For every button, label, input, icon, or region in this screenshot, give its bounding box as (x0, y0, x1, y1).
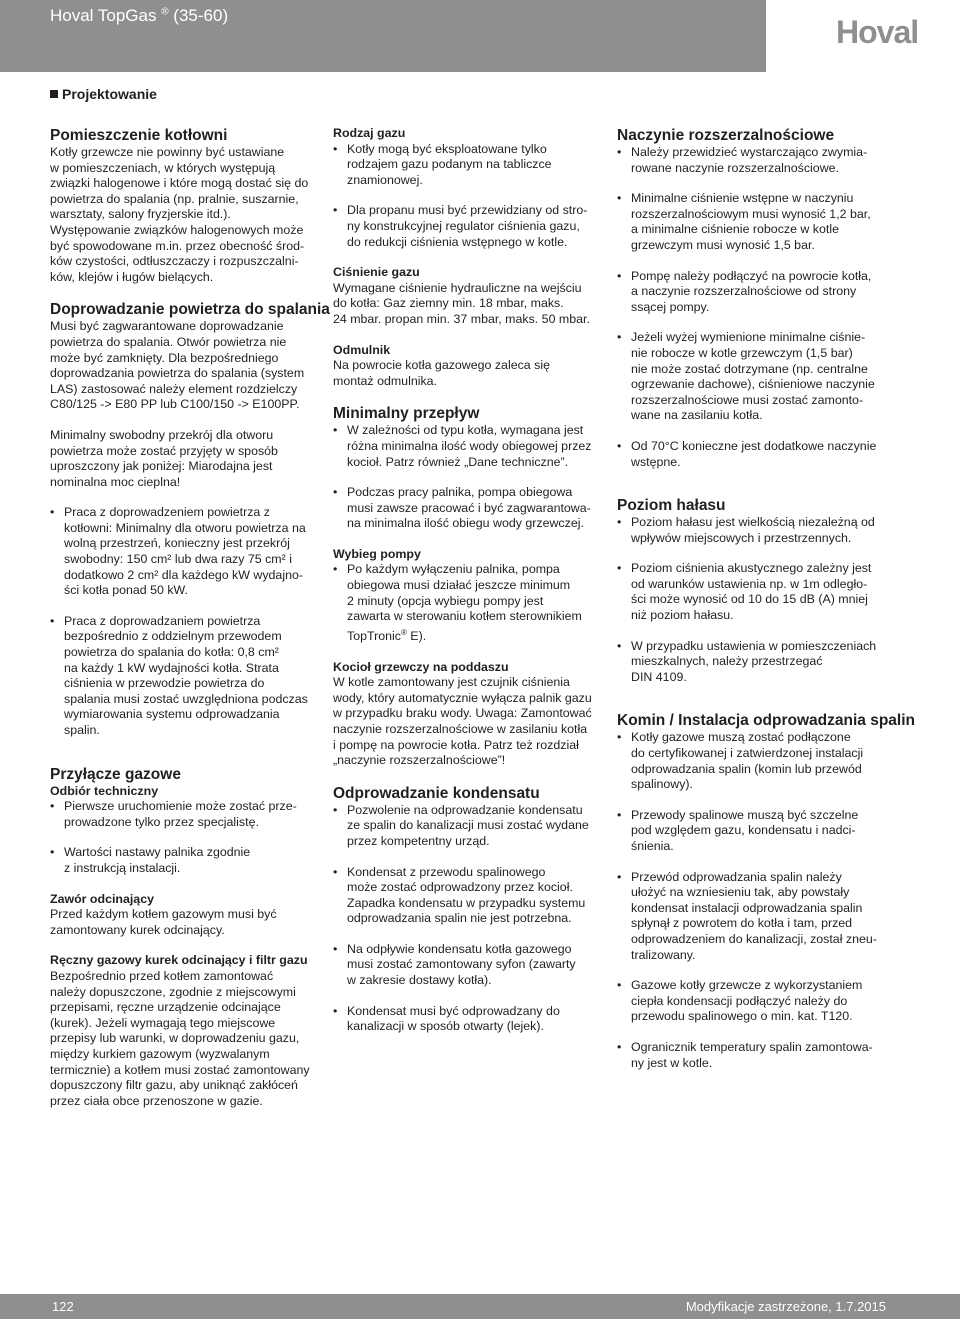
list-item: • Pompę należy podłączyć na powrocie kotła, a naczynie rozszerzalnościowe od strony ssącej pompy. (617, 269, 917, 316)
heading-attic-boiler: Kocioł grzewczy na poddaszu (333, 659, 509, 674)
list-item: • Dla propanu musi być przewidziany od stro- ny konstrukcyjnej regulator ciśnienia gazu, do redukcji ciśnienia wstępnego w kotle. (333, 203, 615, 250)
para-gas-filter: Bezpośrednio przed kotłem zamontować należy dopuszczone, zgodnie z miejscowymi przepisami, ręczne urządzenie odcinające (kurek). Jeżeli wymagają tego miejscowe przepisy lub warunki, w doprowadzeniu gazu, między kurkiem gazowym (wyzwalanym termicznie) a kotłem musi zostać zamontowany dopuszczony filtr gazu, aby uniknąć zakłóceń przez ciała obce przenoszone w gazie. (50, 968, 310, 1108)
list-item: • Praca z doprowadzaniem powietrza bezpośrednio z oddzielnym przewodem powietrza do spalania do kotła: 0,8 cm² na każdy 1 kW wydajności kotła. Strata ciśnienia w przewodzie powietrza do spalania musi zostać uwzględniona podczas wymiarowania systemu odprowadzania spalin. (50, 614, 330, 739)
list-item: • Praca z doprowadzeniem powietrza z kotłowni: Minimalny dla otworu powietrza na wolną przestrzeń, konieczny jest przekrój swobodny: 150 cm² lub dwa razy 75 cm² i dodatkowo 2 cm² dla każdego kW wydajno- ści kotła ponad 50 kW. (50, 505, 330, 599)
section-title: Projektowanie (50, 86, 157, 102)
heading-gas-connection: Przyłącze gazowe (50, 765, 181, 783)
list-item: • Podczas pracy palnika, pompa obiegowa musi zawsze pracować i być zagwarantowa- na minimalna ilość obiegu wody grzewczej. (333, 485, 615, 532)
document-title: Hoval TopGas ® (35-60) (50, 6, 229, 25)
list-item: • Kotły gazowe muszą zostać podłączone do certyfikowanej i zatwierdzonej instalacji odprowadzania spalin (komin lub przewód spalinowy). (617, 730, 917, 792)
para-shutoff-valve: Przed każdym kotłem gazowym musi być zamontowany kurek odcinający. (50, 907, 277, 937)
list-item: • Kondensat musi być odprowadzany do kanalizacji w sposób otwarty (lejek). (333, 1004, 615, 1035)
heading-gas-pressure: Ciśnienie gazu (333, 265, 420, 280)
column-1 (50, 126, 330, 1109)
list-item: • W zależności od typu kotła, wymagana jest różna minimalna ilość wody obiegowej przez kocioł. Patrz również „Dane techniczne”. (333, 423, 615, 470)
heading-condensate: Odprowadzanie kondensatu (333, 784, 540, 802)
footer-note: Modyfikacje zastrzeżone, 1.7.2015 (685, 1299, 886, 1314)
list-item: • Gazowe kotły grzewcze z wykorzystaniem ciepła kondensacji podłączyć należy do przewodu spalinowego o min. kat. T120. (617, 978, 917, 1025)
para-sludge-separator: Na powrocie kotła gazowego zaleca się montaż odmulnika. (333, 358, 550, 388)
heading-acceptance: Odbiór techniczny (50, 783, 159, 798)
heading-expansion-vessel: Naczynie rozszerzalnościowe (617, 127, 835, 144)
heading-pump-overrun: Wybieg pompy (333, 546, 421, 561)
list-item: • Na odpływie kondensatu kotła gazowego musi zostać zamontowany syfon (zawarty w zakresie dostawy kotła). (333, 942, 615, 989)
para-boiler-room: Kotły grzewcze nie powinny być ustawiane w pomieszczeniach, w których występują związki halogenowe i które mogą dostać się do powietrza do spalania (np. pralnie, suszarnie, warsztaty, salony fryzjerskie itd.). Występowanie związków halogenowych może być spowodowane m.in. przez obecność środ- ków czystości, odtłuszczaczy i rozpuszczalni- ków, klejów i ługów bielących. (50, 145, 309, 284)
list-item: • Należy przewidzieć wystarczająco zwymia- rowane naczynie rozszerzalnościowe. (617, 145, 917, 176)
page-header (0, 0, 960, 72)
list-item: • Ogranicznik temperatury spalin zamontowa- ny jest w kotle. (617, 1040, 917, 1071)
logo-text: Hoval (836, 14, 919, 50)
heading-sludge-separator: Odmulnik (333, 342, 391, 357)
heading-gas-type: Rodzaj gazu (333, 126, 406, 140)
para-combustion-air: Musi być zagwarantowane doprowadzanie powietrza do spalania. Otwór powietrza nie może być zamknięty. Dla bezpośredniego doprowadzania powietrza do spalania (system LAS) zastosować należy element rozdzielczy C80/125 -> E80 PP lub C100/150 -> E100PP. (50, 319, 305, 412)
list-item: • Pozwolenie na odprowadzanie kondensatu ze spalin do kanalizacji musi zostać wydane przez kompetentny urząd. (333, 803, 615, 850)
heading-flue-system: Komin / Instalacja odprowadzania spalin (617, 712, 916, 730)
list-item: • Wartości nastawy palnika zgodnie z instrukcją instalacji. (50, 845, 330, 876)
expansion-vessel-list (617, 145, 917, 470)
gas-type-list (333, 142, 615, 251)
column-2 (333, 126, 615, 1035)
list-item: • Kondensat z przewodu spalinowego może zostać odprowadzony przez kocioł. Zapadka kondensatu w przypadku systemu odprowadzania spalin nie jest potrzebna. (333, 865, 615, 927)
square-bullet-icon (50, 90, 58, 98)
para-attic-boiler: W kotle zamontowany jest czujnik ciśnienia wody, który automatycznie wyłącza palnik gazu w przypadku braku wody. Uwaga: Zamontować naczynie rozszerzalnościowe w zasilaniu kotła i pompę na powrocie kotła. Patrz też rozdział „naczynie rozszerzalnościowe”! (333, 675, 592, 768)
list-item: • Od 70°C konieczne jest dodatkowe naczynie wstępne. (617, 439, 917, 470)
column-3 (617, 126, 917, 1071)
page-footer (0, 1294, 960, 1319)
list-item: • Pierwsze uruchomienie może zostać prze- prowadzone tylko przez specjalistę. (50, 799, 330, 830)
condensate-list (333, 803, 615, 1035)
noise-list (617, 515, 917, 685)
list-item: • Kotły mogą być eksploatowane tylko rodzajem gazu podanym na tabliczce znamionowej. (333, 142, 615, 189)
heading-combustion-air: Doprowadzanie powietrza do spalania (50, 301, 330, 319)
list-item: • Przewód odprowadzania spalin należy ułożyć na wzniesieniu tak, aby powstały kondensat instalacji odprowadzania spalin spłynął z powrotem do kotła i tam, przed odprowadzeniem do kanalizacji, został zneu- tralizowany. (617, 870, 917, 964)
air-list (50, 505, 330, 738)
heading-min-flow: Minimalny przepływ (333, 405, 480, 423)
hoval-logo (766, 0, 960, 72)
acceptance-list (50, 799, 330, 876)
heading-noise-level: Poziom hałasu (617, 497, 726, 515)
list-item: • Po każdym wyłączeniu palnika, pompa obiegowa musi działać jeszcze minimum 2 minuty (opcja wybiegu pompy jest zawarta w sterowaniu kotłem sterownikiem TopTronic® E). (333, 562, 615, 644)
list-item: • Minimalne ciśnienie wstępne w naczyniu rozszerzalnościowym musi wynosić 1,2 bar, a minimalne ciśnienie robocze w kotle grzewczym musi wynosić 1,5 bar. (617, 191, 917, 253)
flue-list (617, 730, 917, 1071)
list-item: • Poziom hałasu jest wielkością niezależną od wpływów miejscowych i przestrzennych. (617, 515, 917, 546)
para-air-opening: Minimalny swobodny przekrój dla otworu powietrza może zostać przyjęty w sposób uproszczony jak poniżej: Miarodajna jest nominalna moc cieplna! (50, 427, 278, 489)
heading-boiler-room: Pomieszczenie kotłowni (50, 127, 228, 144)
heading-gas-filter: Ręczny gazowy kurek odcinający i filtr gazu (50, 953, 308, 968)
list-item: • Przewody spalinowe muszą być szczelne pod względem gazu, kondensatu i nadci- śnienia. (617, 808, 917, 855)
pump-list (333, 562, 615, 644)
list-item: • W przypadku ustawienia w pomieszczeniach mieszkalnych, należy przestrzegać DIN 4109. (617, 639, 917, 686)
list-item: • Poziom ciśnienia akustycznego zależny jest od warunków ustawienia np. w 1m odległo- ści może wynosić od 10 do 15 dB (A) mniej niż poziom hałasu. (617, 561, 917, 623)
min-flow-list (333, 423, 615, 532)
para-gas-pressure: Wymagane ciśnienie hydrauliczne na wejściu do kotła: Gaz ziemny min. 18 mbar, maks. 24 mbar. propan min. 37 mbar, maks. 50 mbar. (333, 280, 590, 326)
page-number: 122 (52, 1299, 74, 1314)
heading-shutoff-valve: Zawór odcinający (50, 891, 154, 906)
list-item: • Jeżeli wyżej wymienione minimalne ciśnie- nie robocze w kotle grzewczym (1,5 bar) nie może zostać dotrzymane (np. centralne ogrzewanie dachowe), ciśnieniowe naczynie rozszerzalnościowe musi zostać zamonto- wane na zasilaniu kotła. (617, 330, 917, 424)
